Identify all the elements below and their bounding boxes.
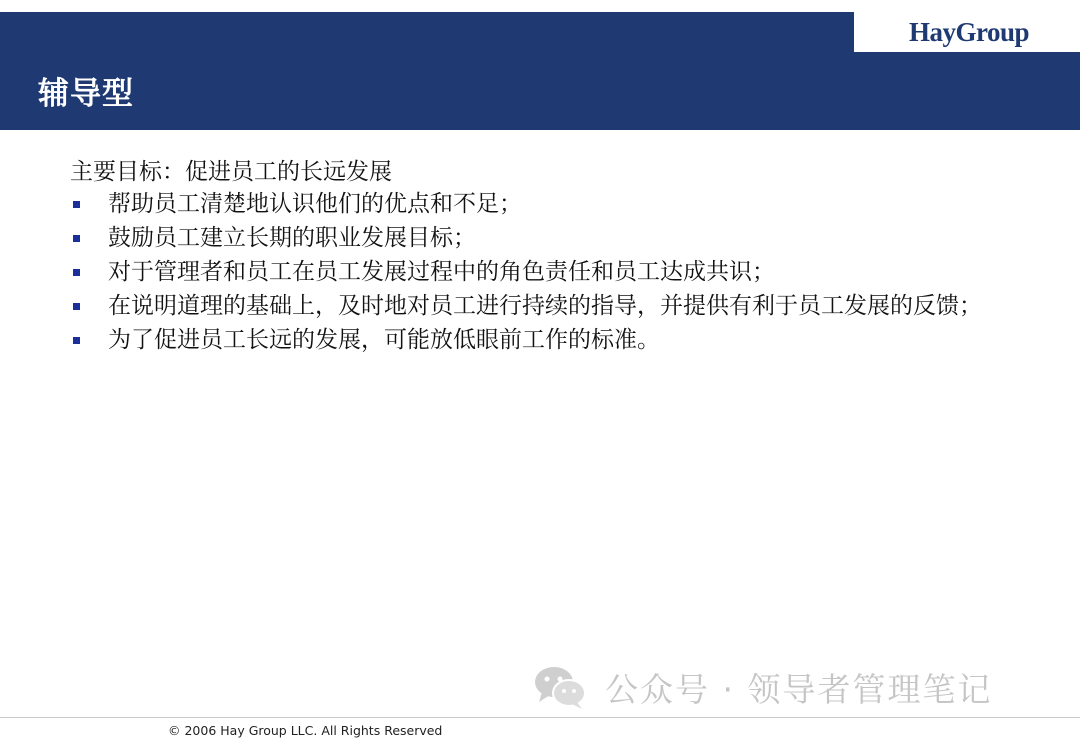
- bullet-text: 帮助员工清楚地认识他们的优点和不足；: [108, 191, 522, 217]
- bullet-text: 对于管理者和员工在员工发展过程中的角色责任和员工达成共识；: [108, 259, 775, 285]
- bullet-item: [70, 223, 1010, 253]
- bullet-item: [70, 325, 1010, 355]
- watermark-text: 公众号 · 领导者管理笔记: [605, 669, 993, 709]
- square-bullet-icon: [73, 303, 80, 310]
- bullet-item: [70, 189, 1010, 219]
- bullet-text: 在说明道理的基础上，及时地对员工进行持续的指导，并提供有利于员工发展的反馈；: [108, 293, 982, 319]
- watermark: [533, 662, 992, 712]
- copyright-text: © 2006 Hay Group LLC. All Rights Reserved: [168, 723, 443, 738]
- bullet-text: 鼓励员工建立长期的职业发展目标；: [108, 225, 476, 251]
- bullet-text: 为了促进员工长远的发展，可能放低眼前工作的标准。: [108, 327, 660, 353]
- slide-content: [70, 155, 1010, 359]
- haygroup-logo: HayGroup: [908, 16, 1030, 47]
- square-bullet-icon: [73, 235, 80, 242]
- header-band: [0, 12, 1080, 130]
- bullet-list: [70, 189, 1010, 355]
- square-bullet-icon: [73, 201, 80, 208]
- square-bullet-icon: [73, 269, 80, 276]
- bullet-item: [70, 291, 1010, 321]
- intro-text: 主要目标：促进员工的长远发展: [70, 159, 392, 185]
- wechat-icon: [533, 664, 587, 710]
- slide-title: 辅导型: [38, 76, 134, 112]
- bullet-item: [70, 257, 1010, 287]
- logo-box: [854, 12, 1080, 52]
- footer-divider: [0, 717, 1080, 718]
- square-bullet-icon: [73, 337, 80, 344]
- top-margin: [0, 0, 1080, 12]
